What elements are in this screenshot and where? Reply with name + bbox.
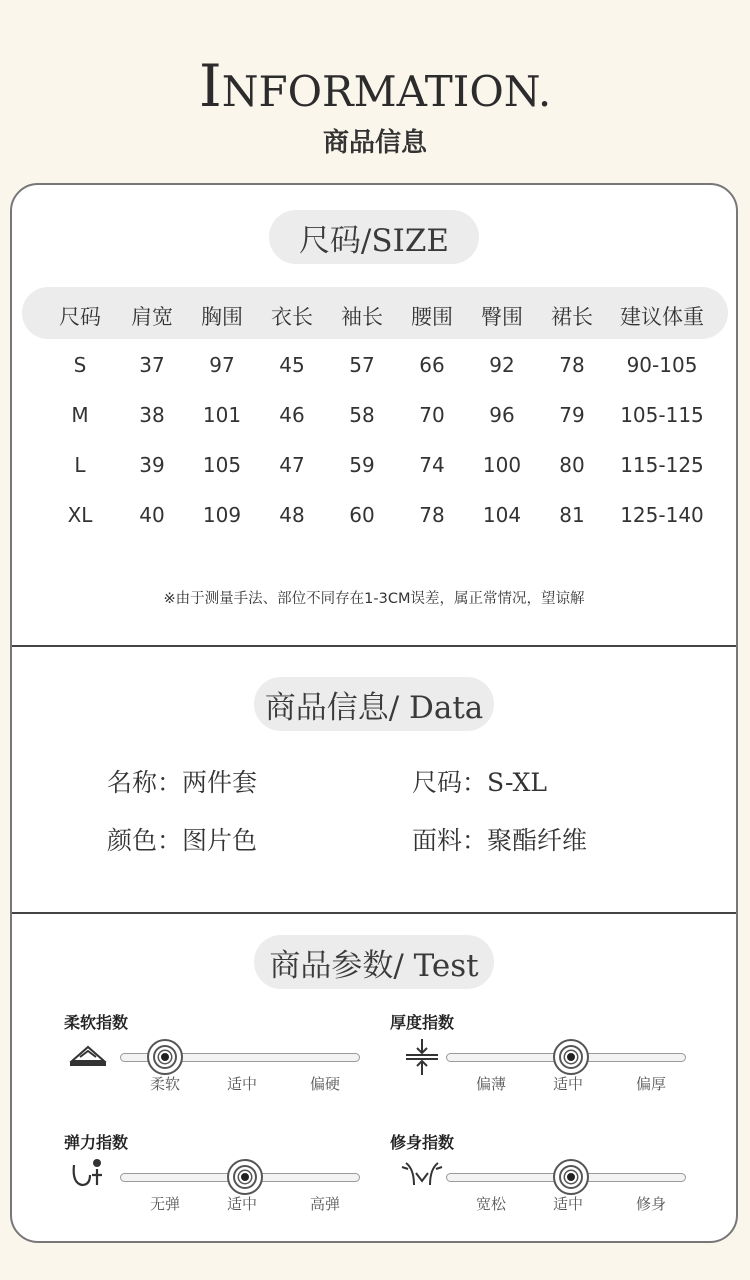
section-divider [12, 912, 736, 914]
size-table-cell: 66 [419, 353, 445, 377]
knob-ring [233, 1165, 257, 1189]
param-title: 弹力指数 [64, 1133, 129, 1152]
product-color-label: 颜色： [107, 826, 183, 855]
product-color-value: 图片色 [182, 826, 258, 855]
size-table-cell: 38 [139, 403, 165, 427]
size-table-cell: 45 [279, 353, 305, 377]
size-table-cell: 105 [202, 453, 242, 477]
size-table-cell: 97 [209, 353, 235, 377]
size-table-cell: 47 [279, 453, 305, 477]
size-table-header-cell: 胸围 [201, 305, 243, 329]
size-table-cell: 74 [419, 453, 445, 477]
size-table-header-cell: 尺码 [59, 305, 101, 329]
param-scale-label: 修身 [635, 1195, 666, 1213]
size-table-cell: 115-125 [620, 453, 704, 477]
size-table-cell: 60 [349, 503, 375, 527]
param-scale-label: 适中 [552, 1195, 583, 1213]
measurement-note: ※由于测量手法、部位不同存在1-3CM误差，属正常情况，望谅解 [163, 591, 585, 607]
section-divider [12, 645, 736, 647]
size-table-header-cell: 衣长 [271, 305, 313, 329]
size-table-header-cell: 臀围 [481, 305, 523, 329]
product-size-value: S-XL [487, 768, 548, 797]
size-table-cell: 78 [559, 353, 585, 377]
size-table-cell: 57 [349, 353, 375, 377]
size-table-cell: M [71, 403, 89, 427]
size-table-header-cell: 建议体重 [620, 305, 704, 329]
size-table-cell: 78 [419, 503, 445, 527]
param-slider-knob [227, 1159, 263, 1195]
param-title: 修身指数 [390, 1133, 455, 1152]
param-title: 厚度指数 [390, 1013, 455, 1032]
size-table-cell: 104 [482, 503, 522, 527]
title-initial: I [198, 52, 222, 120]
product-fabric-value: 聚酯纤维 [487, 826, 588, 855]
size-table-header-cell: 肩宽 [131, 305, 173, 329]
param-scale-label: 高弹 [309, 1195, 340, 1213]
param-scale-label: 偏薄 [475, 1075, 506, 1093]
knob-ring [559, 1165, 583, 1189]
size-table-cell: 79 [559, 403, 585, 427]
size-table-cell: 59 [349, 453, 375, 477]
param-scale-label: 适中 [226, 1075, 257, 1093]
data-section-pill: 商品信息/ Data [254, 677, 494, 731]
size-table-cell: 39 [139, 453, 165, 477]
size-table-header-cell: 腰围 [411, 305, 453, 329]
thickness-icon [400, 1037, 444, 1077]
size-table-cell: S [73, 353, 87, 377]
size-table-header-cell: 裙长 [551, 305, 593, 329]
param-title: 柔软指数 [64, 1013, 129, 1032]
product-name-value: 两件套 [182, 768, 258, 797]
knob-dot [565, 1171, 577, 1183]
size-table-cell: 40 [139, 503, 165, 527]
param-scale-label: 宽松 [475, 1195, 506, 1213]
size-table-cell: 105-115 [620, 403, 704, 427]
size-table-cell: 109 [202, 503, 242, 527]
size-table-header-cell: 袖长 [341, 305, 383, 329]
product-fabric [412, 821, 587, 857]
size-table-cell: 58 [349, 403, 375, 427]
size-table-cell: 48 [279, 503, 305, 527]
param-scale-label: 偏厚 [635, 1075, 666, 1093]
info-card [10, 183, 738, 1243]
param-scale-label: 无弹 [149, 1195, 180, 1213]
size-table-cell: 46 [279, 403, 305, 427]
size-table-cell: XL [67, 503, 93, 527]
product-name-label: 名称： [107, 768, 183, 797]
param-scale-label: 适中 [226, 1195, 257, 1213]
param-scale-label: 偏硬 [309, 1075, 340, 1093]
elasticity-icon [66, 1155, 110, 1195]
page-title [0, 52, 750, 120]
size-table-cell: 125-140 [620, 503, 704, 527]
page-subtitle: 商品信息 [322, 128, 427, 158]
knob-ring [559, 1045, 583, 1069]
size-table-cell: 81 [559, 503, 585, 527]
size-table-cell: 100 [482, 453, 522, 477]
param-scale-label: 适中 [552, 1075, 583, 1093]
title-rest: NFORMATION. [221, 67, 552, 116]
size-table-cell: 80 [559, 453, 585, 477]
size-table-cell: 101 [202, 403, 242, 427]
product-name [107, 763, 257, 799]
product-size [412, 763, 547, 799]
test-section-pill: 商品参数/ Test [254, 935, 494, 989]
size-table-cell: 96 [489, 403, 515, 427]
product-fabric-label: 面料： [412, 826, 488, 855]
size-section-pill: 尺码/SIZE [269, 210, 479, 264]
size-table-cell: 37 [139, 353, 165, 377]
knob-dot [565, 1051, 577, 1063]
knob-dot [239, 1171, 251, 1183]
size-table-cell: 92 [489, 353, 515, 377]
size-table-cell: 70 [419, 403, 445, 427]
knob-ring [153, 1045, 177, 1069]
size-table-cell: L [74, 453, 86, 477]
size-table-cell: 90-105 [626, 353, 698, 377]
param-slider-knob [553, 1039, 589, 1075]
param-slider-knob [553, 1159, 589, 1195]
fit-icon [400, 1155, 444, 1195]
softness-icon [66, 1035, 110, 1075]
product-size-label: 尺码： [412, 768, 488, 797]
param-scale-label: 柔软 [149, 1075, 180, 1093]
param-slider-knob [147, 1039, 183, 1075]
product-color [107, 821, 257, 857]
knob-dot [159, 1051, 171, 1063]
